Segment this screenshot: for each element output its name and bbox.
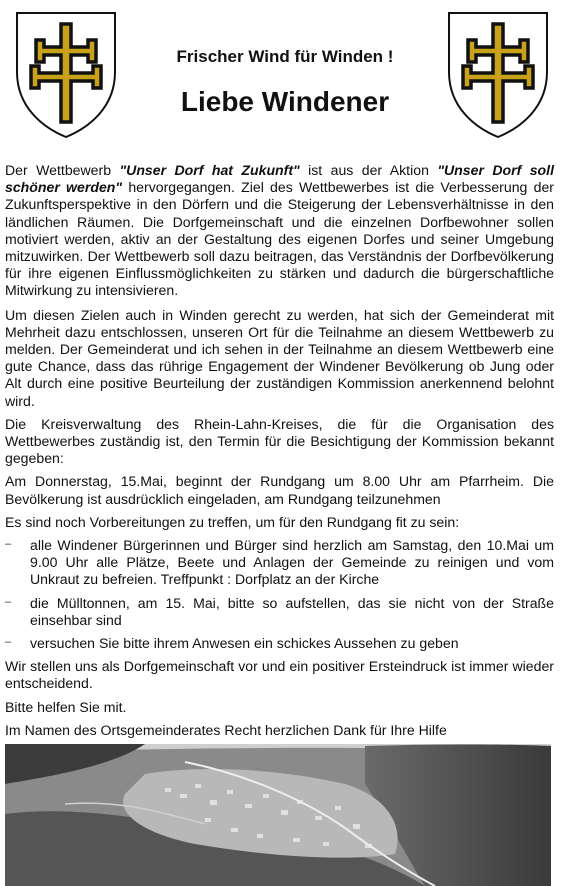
page-title: Liebe Windener <box>180 86 390 117</box>
paragraph-help: Bitte helfen Sie mit. <box>5 698 127 715</box>
coat-of-arms-left <box>14 10 118 140</box>
list-item: – alle Windener Bürgerinnen und Bürger sind herzlich am Samstag, den 10.Mai um 9.00 Uhr alle Plätze, Beete und Anlagen der Gemeinde zu reinigen und vom Unkraut zu befreien. Treffpunkt : Dorfplatz an der Kirche <box>5 537 554 588</box>
list-item: – die Mülltonnen, am 15. Mai, bitte so aufstellen, das sie nicht von der Straße einsehbar sind <box>5 594 554 628</box>
page-subtitle: Frischer Wind für Winden ! <box>176 47 394 66</box>
paragraph-intro: Der Wettbewerb "Unser Dorf hat Zukunft" ist aus der Aktion "Unser Dorf soll schöner werden" hervorgegangen. Ziel des Wettbewerbes ist die Verbesserung der Zukunftsperspektive in den Dörfern und die Steigerung der Lebensverhältnisse in den ländlichen Räumen. Die Dorfgemeinschaft und die einzelnen Dorfbewohner sollen motiviert werden, aktiv an der Gestaltung des eigenen Dorfes und seiner Umgebung mitzuwirken. Der Wettbewerb soll dazu beitragen, das Verständnis der Dorfbevölkerung für ihre eigenen Einflussmöglichkeiten zu stärken und dadurch die bürgerschaftliche Mitwirkung zu intensivieren. <box>5 162 554 299</box>
list-item: – versuchen Sie bitte ihrem Anwesen ein schickes Aussehen zu geben <box>5 635 459 652</box>
paragraph-decision: Um diesen Zielen auch in Winden gerecht zu werden, hat sich der Gemeinderat mit Mehrheit dazu entschlossen, unseren Ort für die Teilnahme an diesem Wettbewerb zu melden. Der Gemeinderat und ich sehen in der Teilnahme an diesem Wettbewerb eine gute Chance, dass das rührige Engagement der Windener Bevölkerung ob Jung oder Alt durch eine positive Beurteilung der zuständigen Kommission anerkennend belohnt wird. <box>5 306 554 409</box>
competition-name: "Unser Dorf hat Zukunft" <box>119 162 300 178</box>
paragraph-administration: Die Kreisverwaltung des Rhein-Lahn-Kreises, die für die Organisation des Wettbewerbes zuständig ist, den Termin für die Besichtigung der Kommission bekannt gegeben: <box>5 415 554 467</box>
letter-body <box>5 162 554 745</box>
aerial-village-photo <box>5 744 551 886</box>
dash-bullet: – <box>5 538 12 551</box>
campaign-name: "Unser Dorf soll schöner werden" <box>5 162 554 196</box>
paragraph-community: Wir stellen uns als Dorfgemeinschaft vor und ein positiver Ersteindruck ist immer wieder entscheidend. <box>5 658 554 692</box>
paragraph-date: Am Donnerstag, 15.Mai, beginnt der Rundgang um 8.00 Uhr am Pfarrheim. Die Bevölkerung ist ausdrücklich eingeladen, am Rundgang teilzunehmen <box>5 473 554 507</box>
dash-bullet: – <box>5 595 12 608</box>
paragraph-preparations: Es sind noch Vorbereitungen zu treffen, um für den Rundgang fit zu sein: <box>5 513 460 530</box>
paragraph-closing: Im Namen des Ortsgemeinderates Recht herzlichen Dank für Ihre Hilfe <box>5 721 447 738</box>
coat-of-arms-right <box>446 10 550 140</box>
dash-bullet: – <box>5 636 12 649</box>
